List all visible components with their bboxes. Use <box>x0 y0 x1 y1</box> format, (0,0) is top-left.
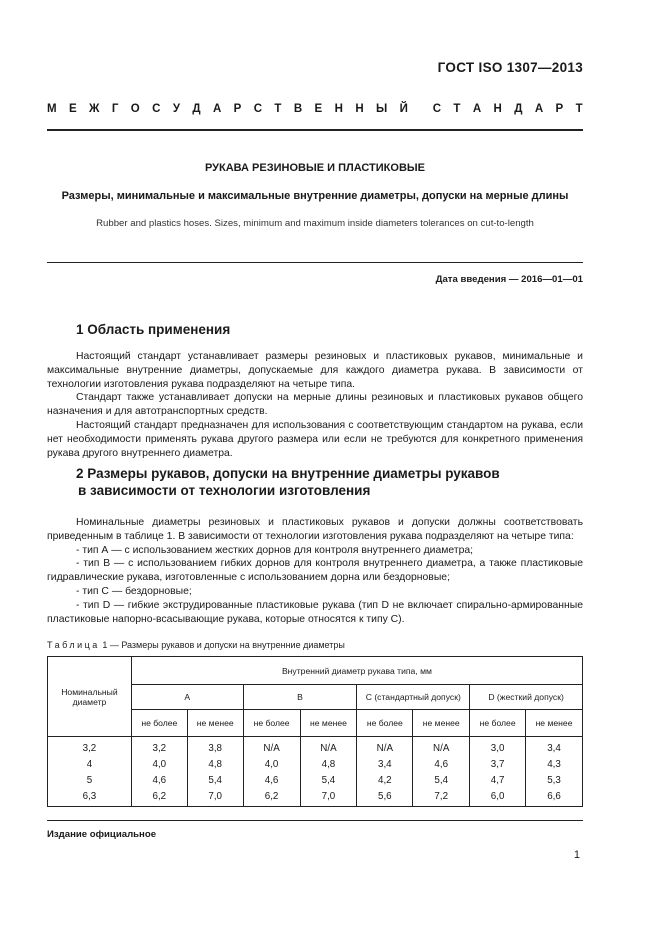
table-cell: 5,3 <box>526 772 583 788</box>
inner-diameter-group-header: Внутренний диаметр рукава типа, мм <box>131 657 582 685</box>
table-caption <box>47 640 345 650</box>
list-item: - тип В — с использованием гибких дорнов для контроля внутреннего диаметра, а также пластиковые гидравлические рукава, изготовленные с использованием дорна или бездорновые; <box>47 558 583 584</box>
standard-code: ГОСТ ISO 1307—2013 <box>437 60 583 75</box>
table-cell: N/A <box>243 737 300 757</box>
table-caption-text: 1 — Размеры рукавов и допуски на внутренние диаметры <box>102 640 345 650</box>
list-item: - тип А — с использованием жестких дорнов для контроля внутреннего диаметра; <box>76 544 474 556</box>
banner-letter: Н <box>334 103 343 115</box>
banner-letter: М <box>47 103 57 115</box>
subheader-max: не более <box>357 710 413 737</box>
nominal-diameter-header: Номинальный диаметр <box>48 657 132 737</box>
table-row <box>48 788 583 807</box>
table-cell: 4,6 <box>243 772 300 788</box>
table-cell: 6,3 <box>48 788 132 807</box>
table-cell: 4,6 <box>413 756 470 772</box>
subheader-max: не более <box>243 710 300 737</box>
effective-date: Дата введения — 2016—01—01 <box>435 274 583 285</box>
list-item: - тип D — гибкие экструдированные пластиковые рукава (тип D не включает спирально-армированные пластиковые напорно-всасывающие рукава, которые относятся к типу С). <box>47 599 583 625</box>
table-cell: 4,0 <box>131 756 187 772</box>
table-caption-label: Таблица <box>47 640 100 650</box>
table-cell: 6,0 <box>470 788 526 807</box>
table-cell: 3,8 <box>187 737 243 757</box>
table-cell: 3,7 <box>470 756 526 772</box>
banner-letter: Е <box>68 103 77 115</box>
paragraph: Номинальные диаметры резиновых и пластиковых рукавов и допуски должны соответствовать приведенным в таблице 1. В зависимости от технологии изготовления рукава подразделяют на четыре типа: <box>47 517 583 542</box>
table-row <box>48 756 583 772</box>
table-cell: 5,4 <box>187 772 243 788</box>
table-cell: 4,7 <box>470 772 526 788</box>
official-edition-note: Издание официальное <box>47 829 157 840</box>
section-2-body <box>47 516 583 626</box>
type-a-header: A <box>131 685 243 710</box>
banner-letter: Е <box>314 103 323 115</box>
table-row <box>48 772 583 788</box>
footer-divider <box>47 820 583 821</box>
banner-letter: С <box>253 103 263 115</box>
table-cell: 6,6 <box>526 788 583 807</box>
section-2-heading-line-1: 2 Размеры рукавов, допуски на внутренние диаметры рукавов <box>76 466 500 481</box>
table-cell: 3,2 <box>48 737 132 757</box>
subheader-max: не более <box>131 710 187 737</box>
subheader-min: не менее <box>187 710 243 737</box>
banner-letter: У <box>172 103 180 115</box>
banner-letter: Н <box>493 103 502 115</box>
paragraph: Настоящий стандарт устанавливает размеры резиновых и пластиковых рукавов, минимальные и максимальные внутренние диаметры, допускаемые для каждого диаметра рукава. В зависимости от технологии изготовления рукава подразделяют на четыре типа. <box>47 351 583 390</box>
table-cell: 7,0 <box>187 788 243 807</box>
subheader-max: не более <box>470 710 526 737</box>
table-cell: 3,4 <box>357 756 413 772</box>
table-cell: 6,2 <box>243 788 300 807</box>
subheader-min: не менее <box>300 710 357 737</box>
document-title: РУКАВА РЕЗИНОВЫЕ И ПЛАСТИКОВЫЕ <box>204 162 426 174</box>
table-cell: 3,4 <box>526 737 583 757</box>
document-subtitle: Размеры, минимальные и максимальные внутренние диаметры, допуски на мерные длины <box>61 190 569 202</box>
banner-letter: Т <box>274 103 282 115</box>
page-number: 1 <box>573 849 580 861</box>
dimensions-table <box>47 656 583 807</box>
banner-letter: С <box>152 103 161 115</box>
subheader-min: не менее <box>413 710 470 737</box>
banner-letter: Ы <box>376 103 388 115</box>
table-row <box>48 737 583 757</box>
table-cell: 4,2 <box>357 772 413 788</box>
table-cell: 5,6 <box>357 788 413 807</box>
table-cell: 3,0 <box>470 737 526 757</box>
title-divider <box>47 262 583 263</box>
document-title-english: Rubber and plastics hoses. Sizes, minimum and maximum inside diameters tolerances on cut-to-length <box>96 218 534 229</box>
table-cell: 4,8 <box>300 756 357 772</box>
banner-letter: Р <box>555 103 564 115</box>
section-2-heading <box>76 465 500 499</box>
section-1-body <box>47 350 583 460</box>
table-cell: 7,2 <box>413 788 470 807</box>
banner-letter: А <box>534 103 544 115</box>
banner-letter: А <box>212 103 222 115</box>
banner-letter: Т <box>575 103 583 115</box>
banner-letter: Й <box>399 103 408 115</box>
banner-letter: В <box>293 103 303 115</box>
paragraph: Стандарт также устанавливает допуски на мерные длины резиновых и пластиковых рукавов общего назначения и для автотранспортных средств. <box>47 392 583 418</box>
table-cell: 4,3 <box>526 756 583 772</box>
table-cell: 3,2 <box>131 737 187 757</box>
table-cell: 4,6 <box>131 772 187 788</box>
table-cell: 7,0 <box>300 788 357 807</box>
table-cell: N/A <box>300 737 357 757</box>
table-cell: 5 <box>48 772 132 788</box>
table-cell: 5,4 <box>413 772 470 788</box>
list-item: - тип С — бездорновые; <box>76 585 192 597</box>
banner-letter: Г <box>111 103 119 115</box>
banner-letter: А <box>472 103 482 115</box>
banner-letter: С <box>432 103 442 115</box>
table-cell: 5,4 <box>300 772 357 788</box>
type-b-header: B <box>243 685 357 710</box>
subheader-min: не менее <box>526 710 583 737</box>
table-cell: 6,2 <box>131 788 187 807</box>
table-cell: 4,0 <box>243 756 300 772</box>
type-d-header: D (жесткий допуск) <box>470 685 583 710</box>
section-2-heading-line-2: в зависимости от технологии изготовления <box>78 483 371 498</box>
interstate-standard-banner <box>47 103 583 115</box>
table-cell: 4,8 <box>187 756 243 772</box>
paragraph: Настоящий стандарт предназначен для использования с соответствующим стандартом на рукава, если нет необходимости применять рукава другого размера или если не требуются для конкретного применения рукава другого внутреннего диаметра. <box>47 419 583 459</box>
banner-letter: О <box>130 103 140 115</box>
banner-letter: Д <box>192 103 201 115</box>
type-c-header: C (стандартный допуск) <box>357 685 470 710</box>
section-1-heading: 1 Область применения <box>76 322 231 337</box>
table-cell: N/A <box>357 737 413 757</box>
banner-letter: Т <box>453 103 461 115</box>
banner-letter: Д <box>514 103 523 115</box>
header-divider <box>47 129 583 131</box>
banner-letter: Ж <box>89 103 100 115</box>
table-cell: N/A <box>413 737 470 757</box>
table-cell: 4 <box>48 756 132 772</box>
banner-letter: Р <box>233 103 242 115</box>
banner-letter: Н <box>355 103 364 115</box>
